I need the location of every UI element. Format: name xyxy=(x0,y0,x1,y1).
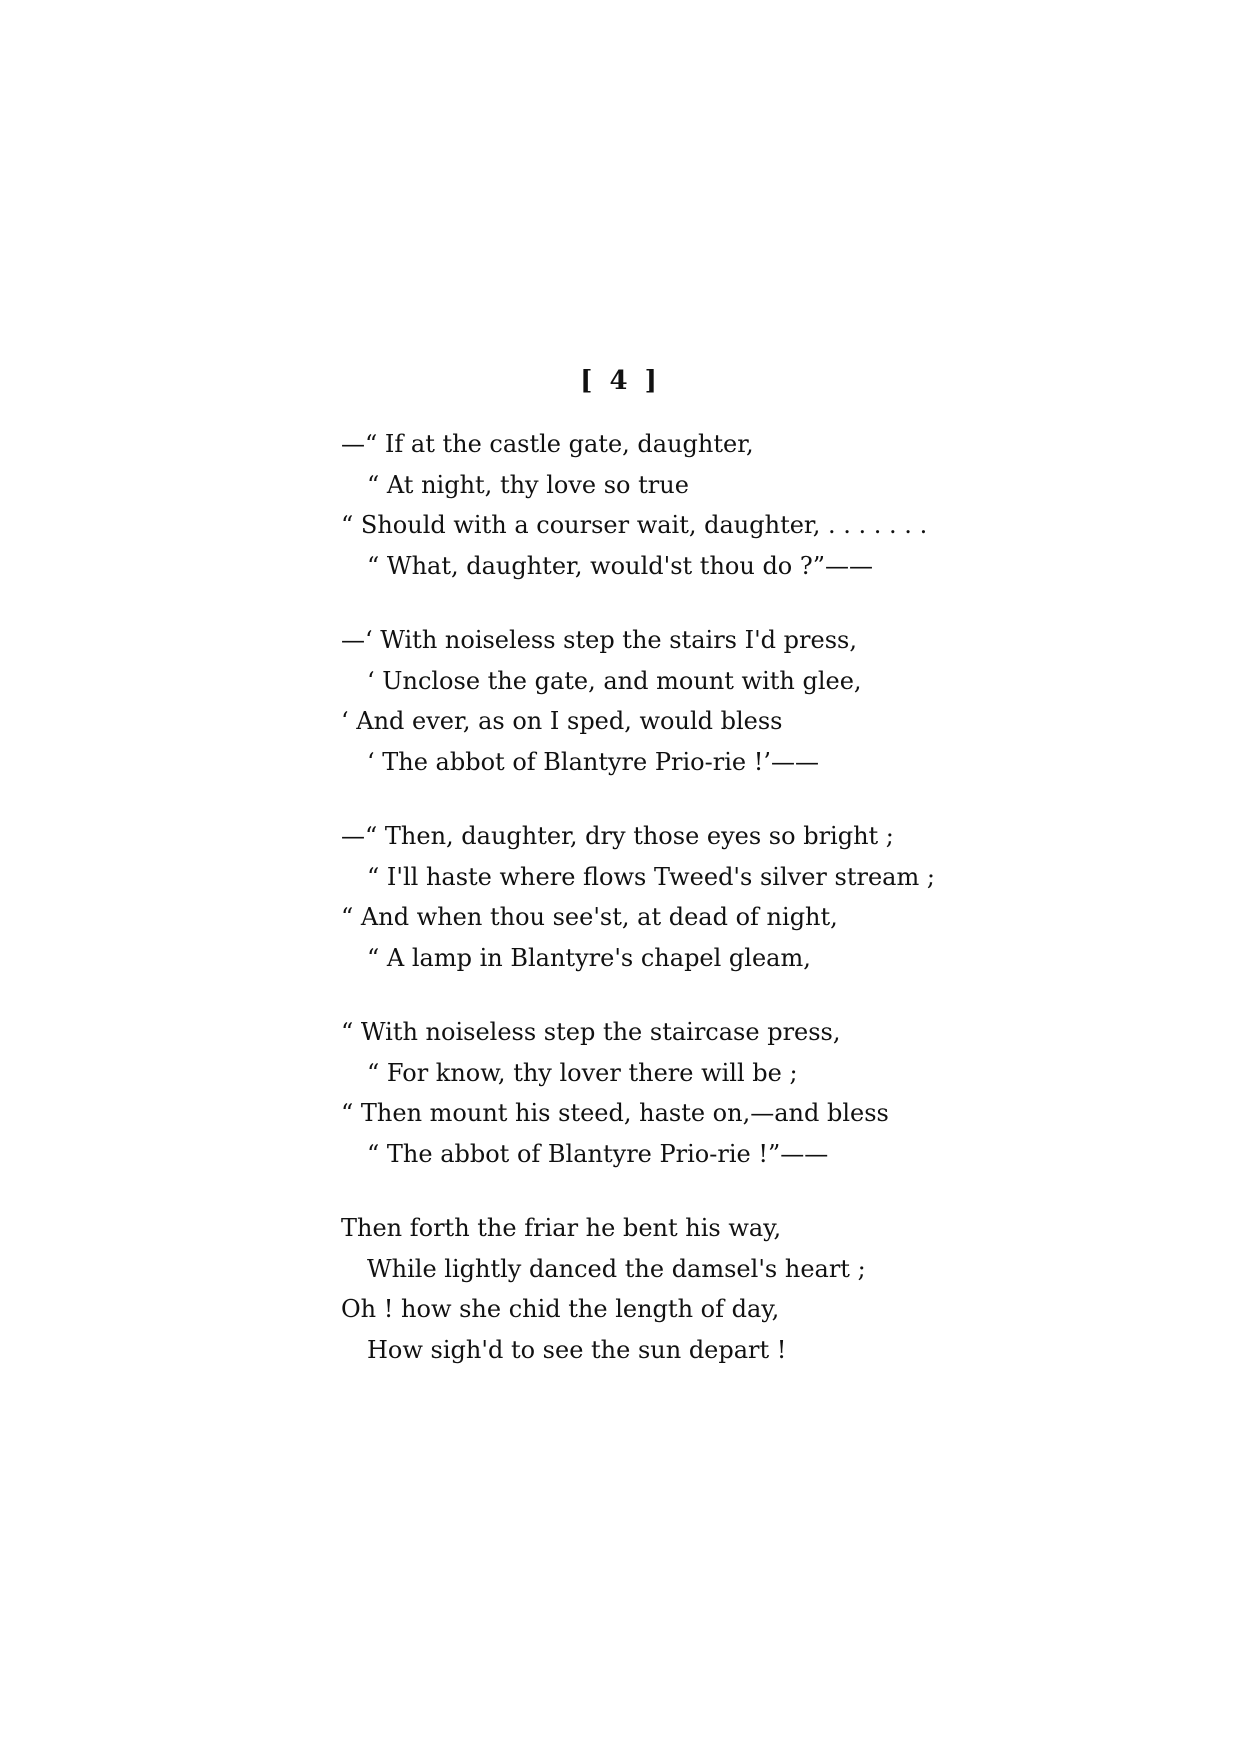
poem-line: While lightly danced the damsel's heart ; xyxy=(367,1254,866,1283)
poem-line: “ The abbot of Blantyre Prio-rie !”—— xyxy=(367,1139,829,1168)
poem-line: —“ Then, daughter, dry those eyes so bright ; xyxy=(341,822,894,850)
poem-line: Oh ! how she chid the length of day, xyxy=(341,1295,780,1323)
poem-line: “ I'll haste where flows Tweed's silver stream ; xyxy=(367,862,935,891)
poem-line: “ A lamp in Blantyre's chapel gleam, xyxy=(367,943,811,972)
poem-line: “ For know, thy lover there will be ; xyxy=(367,1058,798,1087)
poem-line: ‘ And ever, as on I sped, would bless xyxy=(341,707,783,735)
stanza-5 xyxy=(341,1208,1221,1370)
stanza-2 xyxy=(341,620,1221,782)
poem-line: “ Should with a courser wait, daughter, . . . . . . . xyxy=(341,511,928,539)
poem-line: “ With noiseless step the staircase press, xyxy=(341,1018,841,1046)
poem-line: Then forth the friar he bent his way, xyxy=(341,1214,782,1242)
poem-line: —“ If at the castle gate, daughter, xyxy=(341,430,754,458)
poem-line: ‘ The abbot of Blantyre Prio-rie !’—— xyxy=(367,747,819,776)
poem-line: “ At night, thy love so true xyxy=(367,470,689,499)
poem-line: How sigh'd to see the sun depart ! xyxy=(367,1335,787,1364)
stanza-3 xyxy=(341,816,1221,978)
stanza-1 xyxy=(341,424,1221,586)
poem-line: —‘ With noiseless step the stairs I'd press, xyxy=(341,626,857,654)
page-number: [ 4 ] xyxy=(580,366,661,396)
poem-line: “ And when thou see'st, at dead of night, xyxy=(341,903,838,931)
poem-line: ‘ Unclose the gate, and mount with glee, xyxy=(367,666,862,695)
stanza-4 xyxy=(341,1012,1221,1174)
poem-line: “ Then mount his steed, haste on,—and bless xyxy=(341,1099,889,1127)
poem xyxy=(341,424,1221,1404)
poem-line: “ What, daughter, would'st thou do ?”—— xyxy=(367,551,874,580)
